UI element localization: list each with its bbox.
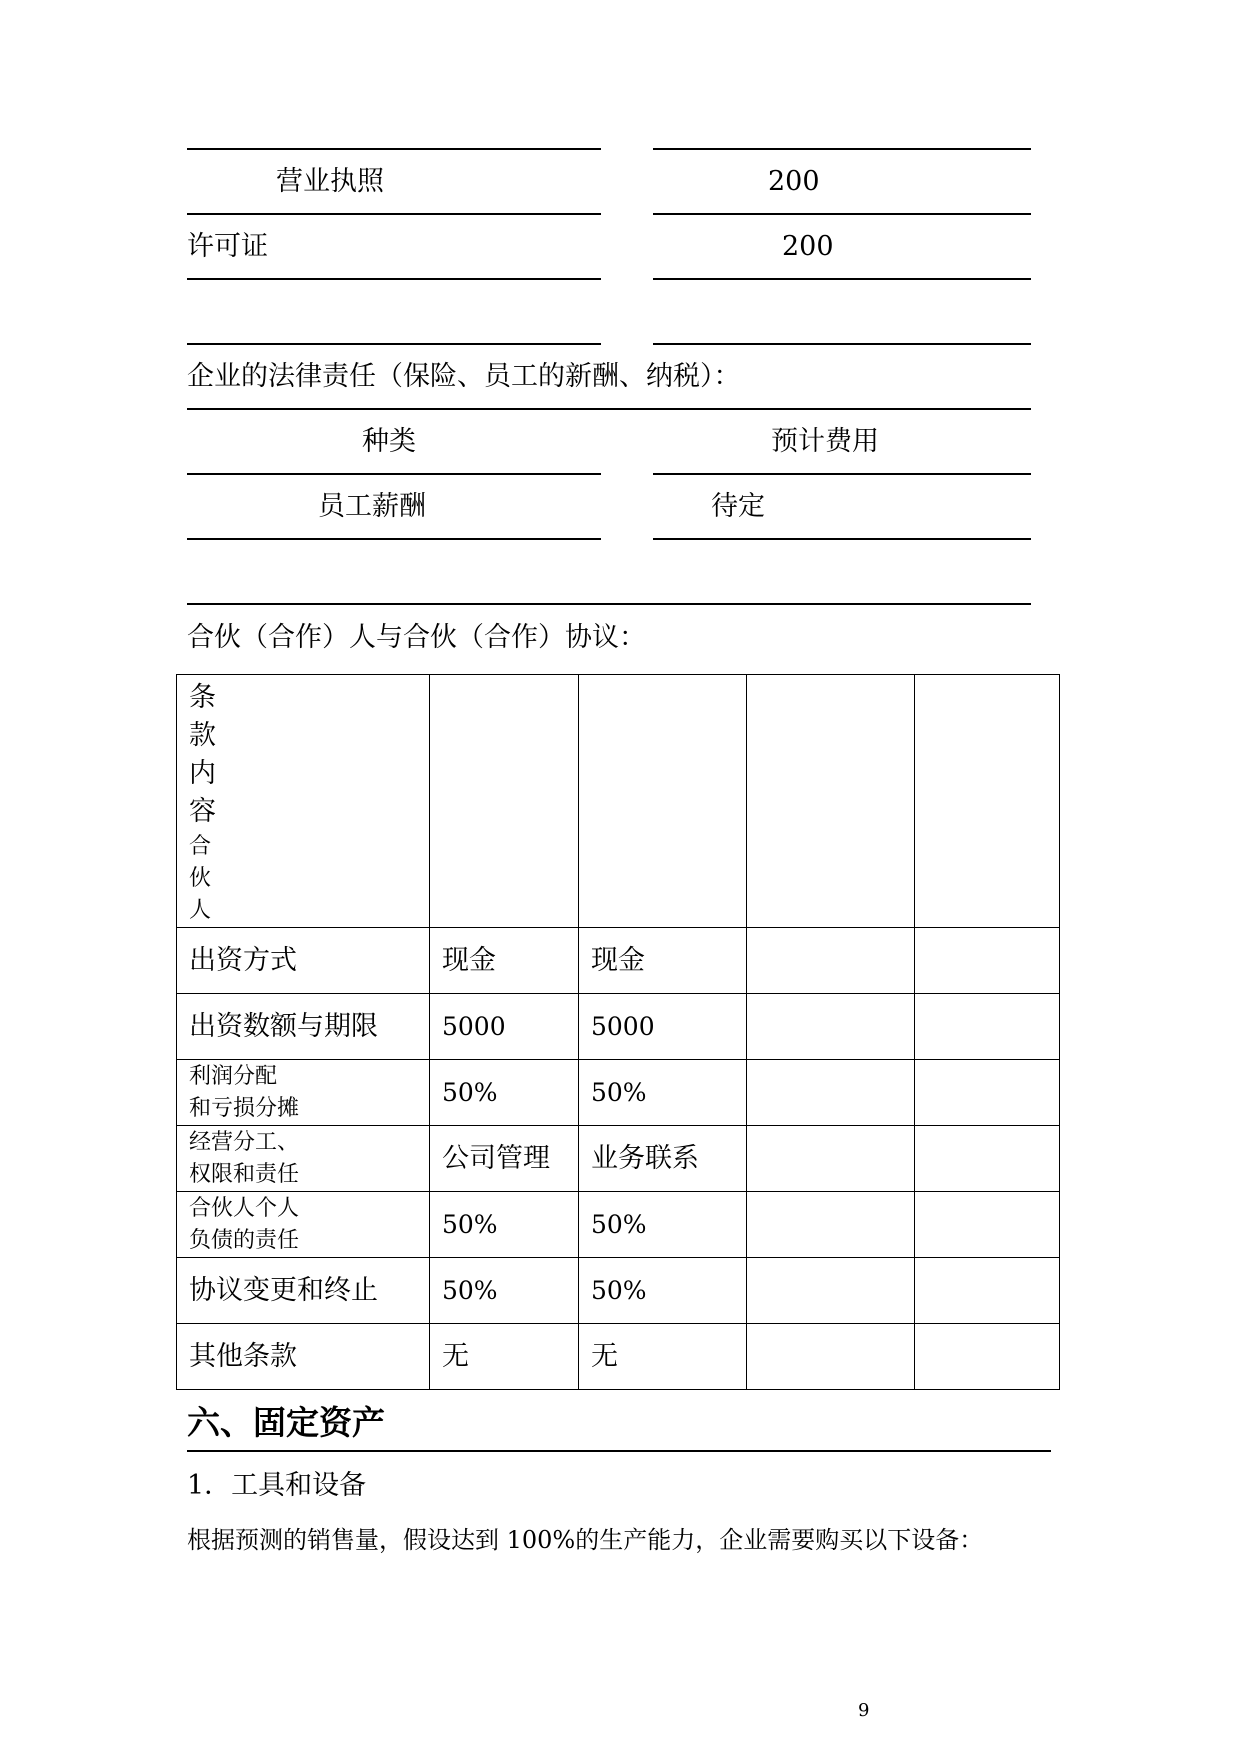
- table-row: [177, 1060, 1060, 1126]
- table-cell: [915, 928, 1060, 994]
- table-cell: [915, 1192, 1060, 1258]
- partner2-cell: 现金: [579, 928, 747, 994]
- rule: [653, 473, 1031, 475]
- table-cell: [915, 1060, 1060, 1126]
- section-heading: 六、固定资产: [187, 1403, 385, 1442]
- table-cell: [747, 1126, 915, 1192]
- table-row: [177, 1126, 1060, 1192]
- term-cell: 其他条款: [177, 1324, 430, 1390]
- table-row: [177, 1324, 1060, 1390]
- table-cell: [430, 675, 579, 928]
- table-cell: [747, 675, 915, 928]
- header-char: 款: [189, 720, 216, 751]
- partner2-cell: 50%: [579, 1192, 747, 1258]
- license-cost: 200: [768, 166, 820, 197]
- legal-row-type: 员工薪酬: [318, 491, 426, 522]
- term-cell: 协议变更和终止: [177, 1258, 430, 1324]
- header-char: 伙: [189, 866, 212, 891]
- rule: [187, 278, 601, 280]
- table-row: [177, 1258, 1060, 1324]
- rule: [187, 473, 601, 475]
- header-char: 合: [189, 834, 212, 859]
- partner1-cell: 5000: [430, 994, 579, 1060]
- section-body: 根据预测的销售量，假设达到 100%的生产能力，企业需要购买以下设备：: [187, 1526, 984, 1554]
- table-cell: [747, 928, 915, 994]
- partner1-cell: 50%: [430, 1258, 579, 1324]
- rule: [653, 213, 1031, 215]
- rule: [187, 603, 1031, 605]
- partner2-cell: 业务联系: [579, 1126, 747, 1192]
- partner2-cell: 5000: [579, 994, 747, 1060]
- partner1-cell: 公司管理: [430, 1126, 579, 1192]
- section-subheading: 1．工具和设备: [187, 1470, 367, 1501]
- partner2-cell: 50%: [579, 1258, 747, 1324]
- rule: [187, 343, 601, 345]
- license-name: 营业执照: [276, 166, 384, 197]
- license-name: 许可证: [187, 231, 268, 262]
- table-cell: [915, 1324, 1060, 1390]
- rule: [653, 278, 1031, 280]
- rule: [653, 538, 1031, 540]
- page-number: 9: [858, 1700, 870, 1721]
- rule: [653, 148, 1031, 150]
- partnership-title: 合伙（合作）人与合伙（合作）协议：: [187, 622, 646, 653]
- term-cell: 出资方式: [177, 928, 430, 994]
- legal-title: 企业的法律责任（保险、员工的新酬、纳税）：: [187, 361, 741, 392]
- term-cell: [177, 1192, 430, 1258]
- term-line: 利润分配: [189, 1063, 278, 1089]
- header-char: 人: [189, 898, 212, 923]
- table-cell: [747, 1324, 915, 1390]
- table-cell: [915, 1258, 1060, 1324]
- rule: [187, 538, 601, 540]
- rule: [187, 148, 601, 150]
- table-cell: [747, 1258, 915, 1324]
- license-cost: 200: [782, 231, 834, 262]
- term-cell: [177, 1126, 430, 1192]
- partner1-cell: 50%: [430, 1060, 579, 1126]
- rule: [187, 213, 601, 215]
- table-cell: [579, 675, 747, 928]
- term-cell: [177, 1060, 430, 1126]
- table-cell: [747, 1060, 915, 1126]
- partner2-cell: 无: [579, 1324, 747, 1390]
- rule: [187, 408, 1031, 410]
- table-row: [177, 675, 1060, 928]
- term-line: 权限和责任: [189, 1161, 300, 1187]
- legal-header-cost: 预计费用: [771, 426, 879, 457]
- term-cell: 出资数额与期限: [177, 994, 430, 1060]
- table-header-cell: [177, 675, 430, 928]
- legal-row-cost: 待定: [711, 491, 765, 522]
- table-cell: [747, 994, 915, 1060]
- table-cell: [747, 1192, 915, 1258]
- rule: [653, 343, 1031, 345]
- partner1-cell: 50%: [430, 1192, 579, 1258]
- partner1-cell: 无: [430, 1324, 579, 1390]
- table-cell: [915, 994, 1060, 1060]
- term-line: 经营分工、: [189, 1129, 300, 1155]
- header-char: 容: [189, 796, 216, 827]
- table-row: [177, 928, 1060, 994]
- table-row: [177, 1192, 1060, 1258]
- partner2-cell: 50%: [579, 1060, 747, 1126]
- header-char: 条: [189, 682, 216, 713]
- partnership-table: [176, 674, 1060, 1390]
- header-char: 内: [189, 758, 216, 789]
- term-line: 和亏损分摊: [189, 1095, 300, 1121]
- legal-header-type: 种类: [362, 426, 416, 457]
- term-line: 负债的责任: [189, 1227, 300, 1253]
- table-cell: [915, 675, 1060, 928]
- term-line: 合伙人个人: [189, 1195, 300, 1221]
- table-cell: [915, 1126, 1060, 1192]
- partner1-cell: 现金: [430, 928, 579, 994]
- heading-rule: [187, 1450, 1051, 1452]
- table-row: [177, 994, 1060, 1060]
